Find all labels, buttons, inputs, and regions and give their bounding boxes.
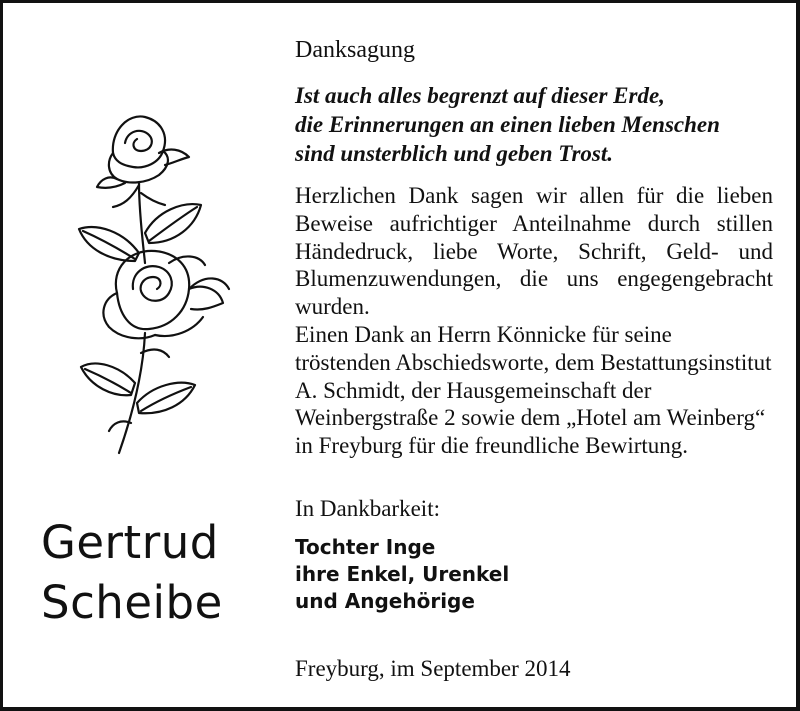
- family-line: ihre Enkel, Urenkel: [295, 561, 510, 586]
- family-signature: [295, 534, 773, 615]
- gratitude-line: In Dankbarkeit:: [295, 495, 440, 521]
- notice-text-column: [295, 29, 773, 684]
- notice-heading: Danksagung: [295, 37, 415, 63]
- family-line: und Angehörige: [295, 588, 475, 613]
- deceased-last-name: Scheibe: [41, 576, 223, 629]
- quote-line: sind unsterblich und geben Trost.: [295, 141, 614, 166]
- deceased-first-name: Gertrud: [41, 516, 219, 569]
- place-date: Freyburg, im September 2014: [295, 655, 571, 681]
- thanks-paragraph: Herzlichen Dank sagen wir allen für die lieben Beweise aufrichtiger Anteilnahme durch stillen Händedruck, liebe Worte, Schrift, Geld- und Blumenzuwendungen, die uns engegengebracht wurden.: [295, 183, 773, 320]
- quote-line: die Erinnerungen an einen lieben Menschen: [295, 112, 720, 137]
- family-line: Tochter Inge: [295, 534, 436, 559]
- memorial-quote: [295, 81, 773, 168]
- quote-line: Ist auch alles begrenzt auf dieser Erde,: [295, 83, 665, 108]
- thanks-body: [295, 182, 773, 460]
- thanks-paragraph: Einen Dank an Herrn Könnicke für seine tröstenden Abschiedsworte, dem Bestattungsinstitut A. Schmidt, der Hausgemeinschaft der Weinbergstraße 2 sowie dem „Hotel am Weinberg“ in Freyburg für die freundliche Bewirtung.: [295, 321, 772, 459]
- rose-illustration: [73, 103, 233, 463]
